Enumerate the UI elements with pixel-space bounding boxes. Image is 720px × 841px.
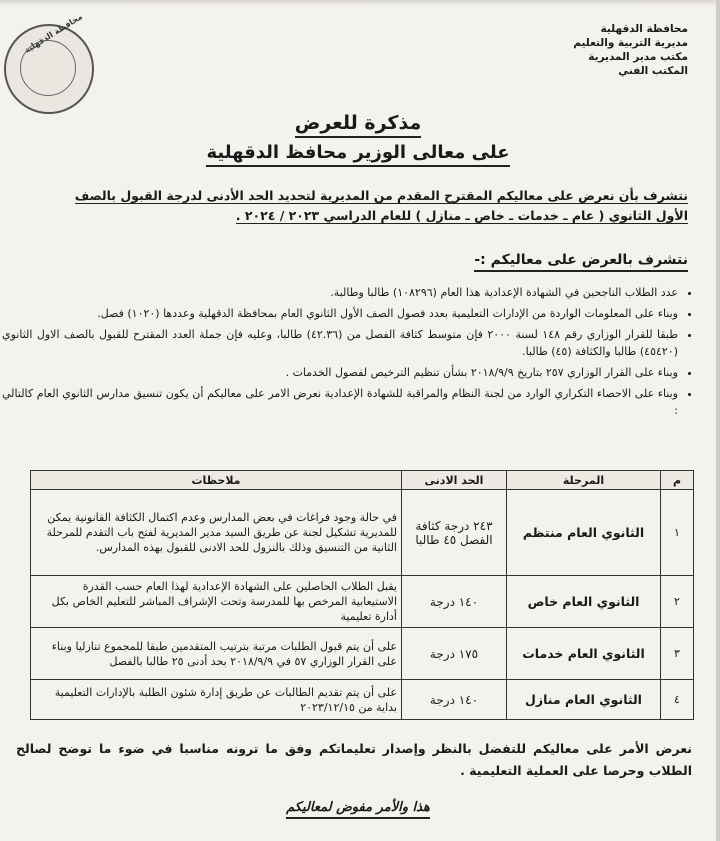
memo-title: مذكرة للعرض <box>0 112 716 134</box>
subject-line-1: نتشرف بأن نعرض على معاليكم المقترح المقدم من المديرية لتحديد الحد الأدنى لدرجة القبول بالصف <box>74 188 688 203</box>
letterhead-office: مكتب مدير المديرية <box>588 51 688 63</box>
table-row <box>31 576 694 628</box>
signoff: هذا والأمر مفوض لمعاليكم <box>0 800 716 815</box>
facts-list <box>2 284 694 423</box>
row-stage: الثانوي العام خدمات <box>507 628 661 680</box>
admission-table <box>30 470 694 720</box>
row-note: يقبل الطلاب الحاصلين على الشهادة الإعدادية لهذا العام حسب القدرة الاستيعابية المرخص بها للمدرسة وتحت الإشراف المباشر للتعليم الخاص بكل أدارة تعليمية <box>31 576 402 628</box>
row-number: ٢ <box>661 576 694 628</box>
lead-heading: نتشرف بالعرض على معاليكم :- <box>474 252 688 268</box>
table-header-row <box>31 471 694 490</box>
row-minimum: ١٤٠ درجة <box>402 680 507 720</box>
col-header-notes: ملاحظات <box>31 471 402 490</box>
row-stage: الثانوي العام منتظم <box>507 490 661 576</box>
table-row <box>31 680 694 720</box>
col-header-minimum: الحد الادنى <box>402 471 507 490</box>
fact-item: • وبناء على المعلومات الواردة من الإدارات التعليمية بعدد فصول الصف الأول الثانوي العام بمحافظة الدقهلية وعددها (١٠٢٠) فصل. <box>2 305 678 322</box>
row-stage: الثانوي العام خاص <box>507 576 661 628</box>
row-minimum: ٢٤٣ درجة كثافة الفصل ٤٥ طالبا <box>402 490 507 576</box>
subject-line-2: الأول الثانوي ( عام ـ خدمات ـ خاص ـ منازل ) للعام الدراسي ٢٠٢٣ / ٢٠٢٤ . <box>235 208 688 223</box>
memo-addressee: على معالى الوزير محافظ الدقهلية <box>0 142 716 163</box>
col-header-number: م <box>661 471 694 490</box>
closing-paragraph: نعرض الأمر على معاليكم للتفضل بالنظر وإصدار تعليماتكم وفق ما ترونه مناسبا في ضوء ما توضح لصالح الطلاب وحرصا على العملية التعليمية . <box>16 741 692 778</box>
letterhead-technical-office: المكتب الفني <box>618 65 688 77</box>
fact-item: • وبناء على القرار الوزاري ٢٥٧ بتاريخ ٢٠١٨/٩/٩ بشأن تنظيم الترخيص لفصول الخدمات . <box>2 364 678 381</box>
row-minimum: ١٤٠ درجة <box>402 576 507 628</box>
row-note: في حالة وجود فراغات في بعض المدارس وعدم اكتمال الكثافة القانونية يمكن للمديرية تشكيل لجنة عن طريق السيد مدير المديرية لفتح باب التقدم للمرحلة الثانية من التنسيق وذلك بالنزول للحد الادنى للقبول بهذه المدارس. <box>31 490 402 576</box>
fact-item: • عدد الطلاب الناجحين في الشهادة الإعدادية هذا العام (١٠٨٢٩٦) طالبا وطالبة. <box>2 284 678 301</box>
directorate-seal <box>4 12 94 114</box>
row-minimum: ١٧٥ درجة <box>402 628 507 680</box>
row-note: على أن يتم قبول الطلبات مرتبة بترتيب المتقدمين طبقا للمجموع تنازليا وبناء على القرار الوزاري ٥٧ في ٢٠١٨/٩/٩ بحد أدنى ٢٥ طالبا بالفصل <box>31 628 402 680</box>
memo-subject <box>18 186 688 226</box>
table-row <box>31 490 694 576</box>
col-header-stage: المرحلة <box>507 471 661 490</box>
fact-item: • طبقا للقرار الوزاري رقم ١٤٨ لسنة ٢٠٠٠ فإن متوسط كثافة الفصل من (٤٢.٣٦) طالبا، وعليه فإن جملة العدد المقترح للقبول بالصف الاول الثانوي (٤٥٤٢٠) طالبا والكثافة (٤٥) طالبا. <box>2 326 678 360</box>
letterhead <box>573 22 688 78</box>
letterhead-governorate: محافظة الدقهلية <box>600 23 688 35</box>
row-note: على أن يتم تقديم الطالبات عن طريق إدارة شئون الطلبة بالإدارات التعليمية بداية من ٢٠٢٣/١٢/١٥ <box>31 680 402 720</box>
row-number: ٣ <box>661 628 694 680</box>
fact-item: • وبناء على الاحصاء التكراري الوارد من لجنة النظام والمراقبة للشهادة الإعدادية نعرض الامر على معاليكم أن يكون تنسيق مدارس الثانوي العام كالتالي : <box>2 385 678 419</box>
row-number: ١ <box>661 490 694 576</box>
seal-text: محافظة الدقهلية <box>22 12 84 55</box>
row-stage: الثانوي العام منازل <box>507 680 661 720</box>
row-number: ٤ <box>661 680 694 720</box>
letterhead-directorate: مديرية التربية والتعليم <box>573 37 688 49</box>
seal-emblem <box>20 40 76 96</box>
table-row <box>31 628 694 680</box>
